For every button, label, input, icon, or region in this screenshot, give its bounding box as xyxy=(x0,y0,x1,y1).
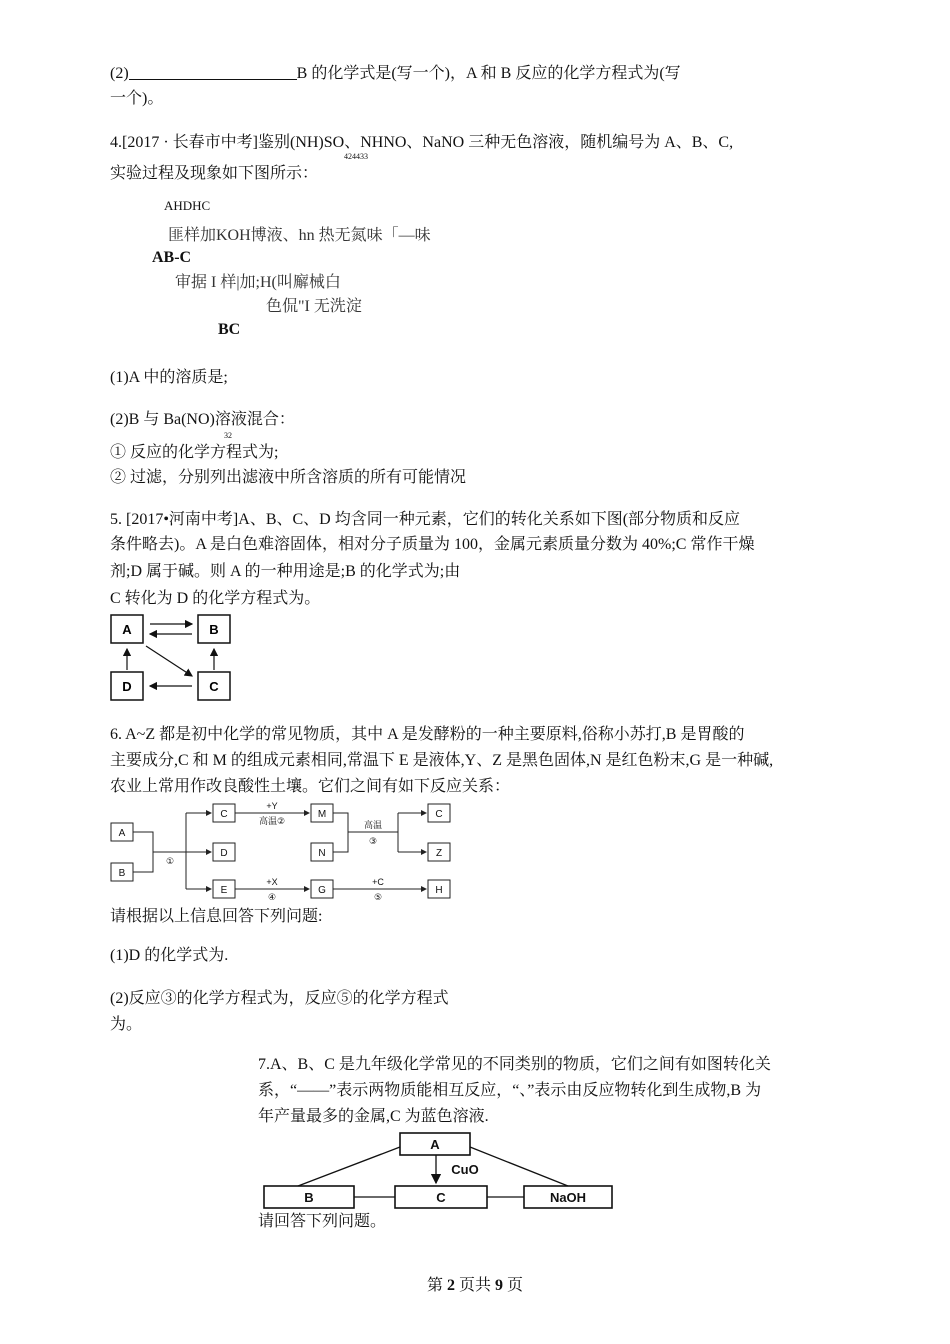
q7-label-b: B xyxy=(304,1190,314,1205)
q6-plus-c: +C xyxy=(372,877,384,887)
q6-label-m: M xyxy=(317,809,327,820)
q6-prompt: 请根据以上信息回答下列问题: xyxy=(110,908,323,925)
footer-total-pages: 9 xyxy=(495,1277,503,1294)
q6-label-c: C xyxy=(220,809,228,820)
q6-bracket-mn xyxy=(333,813,348,852)
q5-line4: C 转化为 D 的化学方程式为。 xyxy=(110,590,321,607)
q6-plus-x: +X xyxy=(266,877,278,887)
q5-label-a: A xyxy=(122,622,132,637)
q4-line1: 4.[2017 · 长春市中考]鉴别(NH)SO、NHNO、NaNO 三种无色溶液，随机编号为 A、B、C, xyxy=(110,134,734,151)
q6-label-b: B xyxy=(118,868,126,879)
q5-arrow-a-c xyxy=(146,646,192,676)
q6-label-z: Z xyxy=(435,848,443,859)
q4-fig-line4: 审据 I 样|加;H(叫廨械白 xyxy=(175,274,341,291)
q7-diagram xyxy=(256,1130,620,1212)
q5-label-d: D xyxy=(122,679,132,694)
q4-fig-line5: 色侃"I 无洗淀 xyxy=(266,298,362,315)
q6-step4: ④ xyxy=(267,892,277,902)
q5-line2: 条件略去)。A 是白色难溶固体，相对分子质量为 100，金属元素质量分数为 40%;C 常作干燥 xyxy=(110,536,755,553)
q6-line2: 主要成分,C 和 M 的组成元素相同,常温下 E 是液体,Y、Z 是黑色固体,N 是红色粉末,G 是一种碱, xyxy=(110,752,774,769)
q6-step1: ① xyxy=(165,856,175,866)
q3-answer-blank[interactable] xyxy=(129,63,297,80)
q3-part2-prefix: (2) xyxy=(110,65,129,82)
q4-option2: ② 过滤，分别列出滤液中所含溶质的所有可能情况 xyxy=(110,469,467,486)
q6-bracket-ab xyxy=(133,832,153,872)
q6-step3: ③ xyxy=(368,836,378,846)
q6-label-g: G xyxy=(318,885,326,896)
footer-pre: 第 xyxy=(426,1277,447,1294)
q3-part2 xyxy=(110,62,681,86)
q6-label-c2: C xyxy=(435,809,443,820)
q7-line-a-naoh xyxy=(470,1147,568,1186)
q7-label-naoh: NaOH xyxy=(549,1190,587,1205)
q7-prompt: 请回答下列问题。 xyxy=(258,1213,387,1230)
q6-label-a: A xyxy=(118,828,126,839)
footer-post: 页 xyxy=(503,1277,524,1294)
q5-label-b: B xyxy=(209,622,219,637)
q3-part2-cont: 一个)。 xyxy=(110,90,164,107)
q7-line1: 7.A、B、C 是九年级化学常见的不同类别的物质，它们之间有如图转化关 xyxy=(258,1056,771,1073)
q4-subscripts: 424433 xyxy=(344,152,368,161)
q4-part2-subscript: 32 xyxy=(224,431,232,440)
q5-diagram xyxy=(108,612,238,702)
q6-line3: 农业上常用作改良酸性土壤。它们之间有如下反应关系： xyxy=(110,778,511,795)
q4-line2: 实验过程及现象如下图所示： xyxy=(110,165,319,182)
q4-fig-line6: BC xyxy=(218,321,241,338)
q6-cond2: 高温② xyxy=(258,816,286,826)
q7-label-cuo: CuO xyxy=(451,1162,479,1177)
q6-part2-cont: 为。 xyxy=(110,1016,143,1033)
q7-label-a: A xyxy=(430,1137,440,1152)
q5-label-c: C xyxy=(209,679,219,694)
q6-label-e: E xyxy=(220,885,228,896)
q6-step5: ⑤ xyxy=(373,892,383,902)
q7-line3: 年产量最多的金属,C 为蓝色溶液. xyxy=(258,1108,489,1125)
footer-mid: 页共 xyxy=(454,1277,495,1294)
q6-part2: (2)反应③的化学方程式为，反应⑤的化学方程式 xyxy=(110,990,449,1007)
q7-line2: 系，“——”表示两物质能相互反应，“、”表示由反应物转化到生成物,B 为 xyxy=(258,1082,762,1099)
q4-part1: (1)A 中的溶质是; xyxy=(110,369,228,386)
q6-line1: 6. A~Z 都是初中化学的常见物质，其中 A 是发酵粉的一种主要原料,俗称小苏打,B 是胃酸的 xyxy=(110,726,745,743)
q5-line3: 剂;D 属于碱。则 A 的一种用途是;B 的化学式为;由 xyxy=(110,563,461,580)
q5-line1: 5. [2017•河南中考]A、B、C、D 均含同一种元素，它们的转化关系如下图(部分物质和反应 xyxy=(110,511,741,528)
q4-option1: ① 反应的化学方程式为; xyxy=(110,444,279,461)
q4-part2: (2)B 与 Ba(NO)溶液混合： xyxy=(110,411,295,428)
q3-part2-text: B 的化学式是(写一个)，A 和 B 反应的化学方程式为(写 xyxy=(296,65,681,82)
q4-fig-line2: 匪样加KOH博液、hn 热无氮味「—味 xyxy=(168,227,431,244)
q7-label-c: C xyxy=(436,1190,446,1205)
q7-line-a-b xyxy=(298,1147,400,1186)
q4-fig-text1: AHDHC xyxy=(164,198,211,213)
q6-part1: (1)D 的化学式为. xyxy=(110,947,229,964)
footer-page-number: 2 xyxy=(446,1277,455,1294)
q6-cond3: 高温 xyxy=(363,820,383,830)
q6-label-n: N xyxy=(318,848,326,859)
q6-plus-y: +Y xyxy=(266,801,278,811)
page-footer xyxy=(0,1274,950,1298)
q6-label-h: H xyxy=(435,885,443,896)
q6-diagram xyxy=(108,798,468,902)
q6-label-d: D xyxy=(220,848,228,859)
q4-fig-line3: AB-C xyxy=(152,249,192,266)
q4-fig-line1 xyxy=(164,194,210,218)
